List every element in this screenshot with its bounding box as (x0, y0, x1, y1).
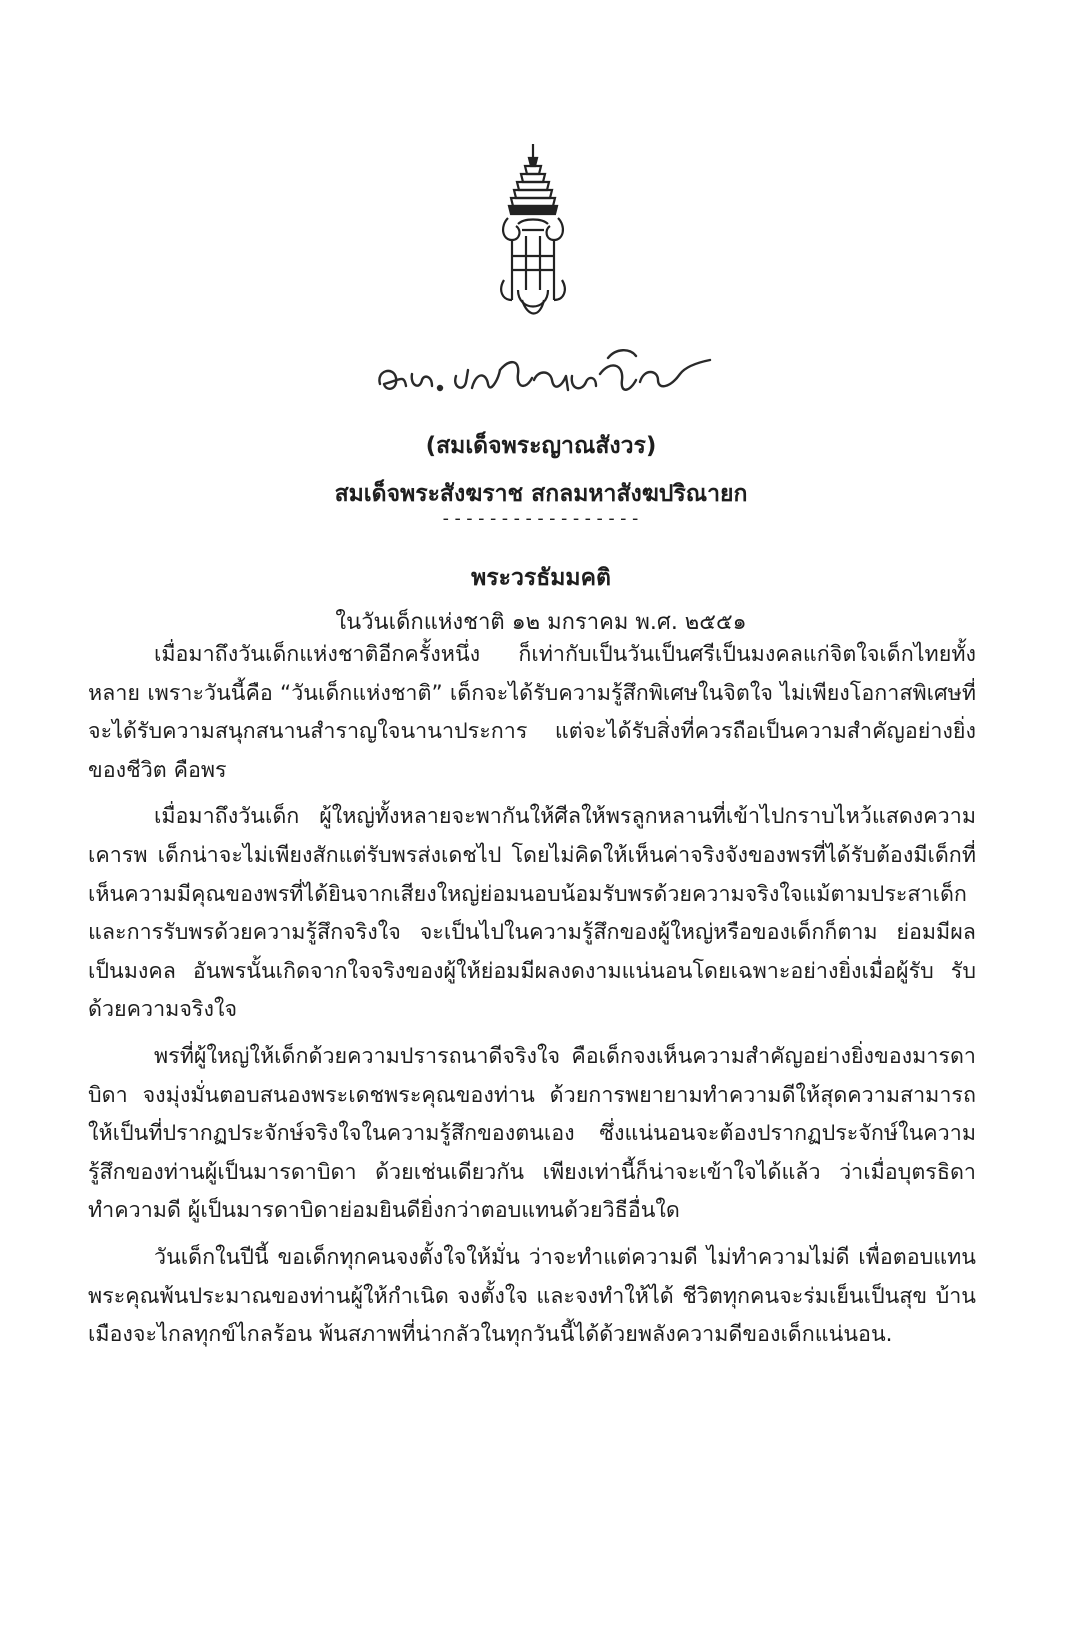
handwritten-signature (360, 340, 720, 410)
document-heading: พระวรธัมมคติ (471, 565, 611, 591)
document-body (88, 636, 976, 1363)
document-date: ในวันเด็กแห่งชาติ ๑๒ มกราคม พ.ศ. ๒๕๕๑ (335, 610, 747, 635)
author-title: สมเด็จพระสังฆราช สกลมหาสังฆปริณายก (334, 481, 748, 507)
paragraph: วันเด็กในปีนี้ ขอเด็กทุกคนจงตั้งใจให้มั่น ว่าจะทำแต่ความดี ไม่ทำความไม่ดี เพื่อตอบแทนพระคุณพ้นประมาณของท่านผู้ให้กำเนิด จงตั้งใจ และจงทำให้ได้ ชีวิตทุกคนจะร่มเย็นเป็นสุข บ้านเมืองจะไกลทุกข์ไกลร้อน พ้นสภาพที่น่ากลัวในทุกวันนี้ได้ด้วยพลังความดีของเด็กแน่นอน. (88, 1244, 976, 1348)
author-name: (สมเด็จพระญาณสังวร) (425, 433, 657, 459)
paragraph: เมื่อมาถึงวันเด็ก ผู้ใหญ่ทั้งหลายจะพากันให้ศีลให้พรลูกหลานที่เข้าไปกราบไหว้แสดงความเคารพ เด็กน่าจะไม่เพียงสักแต่รับพรส่งเดชไป โดยไม่คิดให้เห็นค่าจริงจังของพรที่ได้รับต้องมีเด็กที่เห็นความมีคุณของพรที่ได้ยินจากเสียงใหญ่ย่อมนอบน้อมรับพรด้วยความจริงใจแม้ตามประสาเด็ก และการรับพรด้วยความรู้สึกจริงใจ จะเป็นไปในความรู้สึกของผู้ใหญ่หรือของเด็กก็ตาม ย่อมมีผลเป็นมงคล อันพรนั้นเกิดจากใจจริงของผู้ให้ย่อมมีผลงดงามแน่นอนโดยเฉพาะอย่างยิ่งเมื่อผู้รับ รับด้วยความจริงใจ (88, 804, 976, 1023)
royal-emblem-icon (478, 140, 588, 330)
paragraph: พรที่ผู้ใหญ่ให้เด็กด้วยความปรารถนาดีจริงใจ คือเด็กจงเห็นความสำคัญอย่างยิ่งของมารดาบิดา จงมุ่งมั่นตอบสนองพระเดชพระคุณของท่าน ด้วยการพยายามทำความดีให้สุดความสามารถให้เป็นที่ปรากฏประจักษ์จริงใจในความรู้สึกของตนเอง ซึ่งแน่นอนจะต้องปรากฏประจักษ์ในความรู้สึกของท่านผู้เป็นมารดาบิดา ด้วยเช่นเดียวกัน เพียงเท่านี้ก็น่าจะเข้าใจได้แล้ว ว่าเมื่อบุตรธิดาทำความดี ผู้เป็นมารดาบิดาย่อมยินดียิ่งกว่าตอบแทนด้วยวิธีอื่นใด (88, 1043, 976, 1224)
divider: ----------------- (440, 508, 642, 529)
paragraph: เมื่อมาถึงวันเด็กแห่งชาติอีกครั้งหนึ่ง ก็เท่ากับเป็นวันเป็นศรีเป็นมงคลแก่จิตใจเด็กไทยทั้งหลาย เพราะวันนี้คือ “วันเด็กแห่งชาติ” เด็กจะได้รับความรู้สึกพิเศษในจิตใจ ไม่เพียงโอกาสพิเศษที่จะได้รับความสนุกสนานสำราญใจนานาประการ แต่จะได้รับสิ่งที่ควรถือเป็นความสำคัญอย่างยิ่งของชีวิต คือพร (88, 642, 976, 783)
